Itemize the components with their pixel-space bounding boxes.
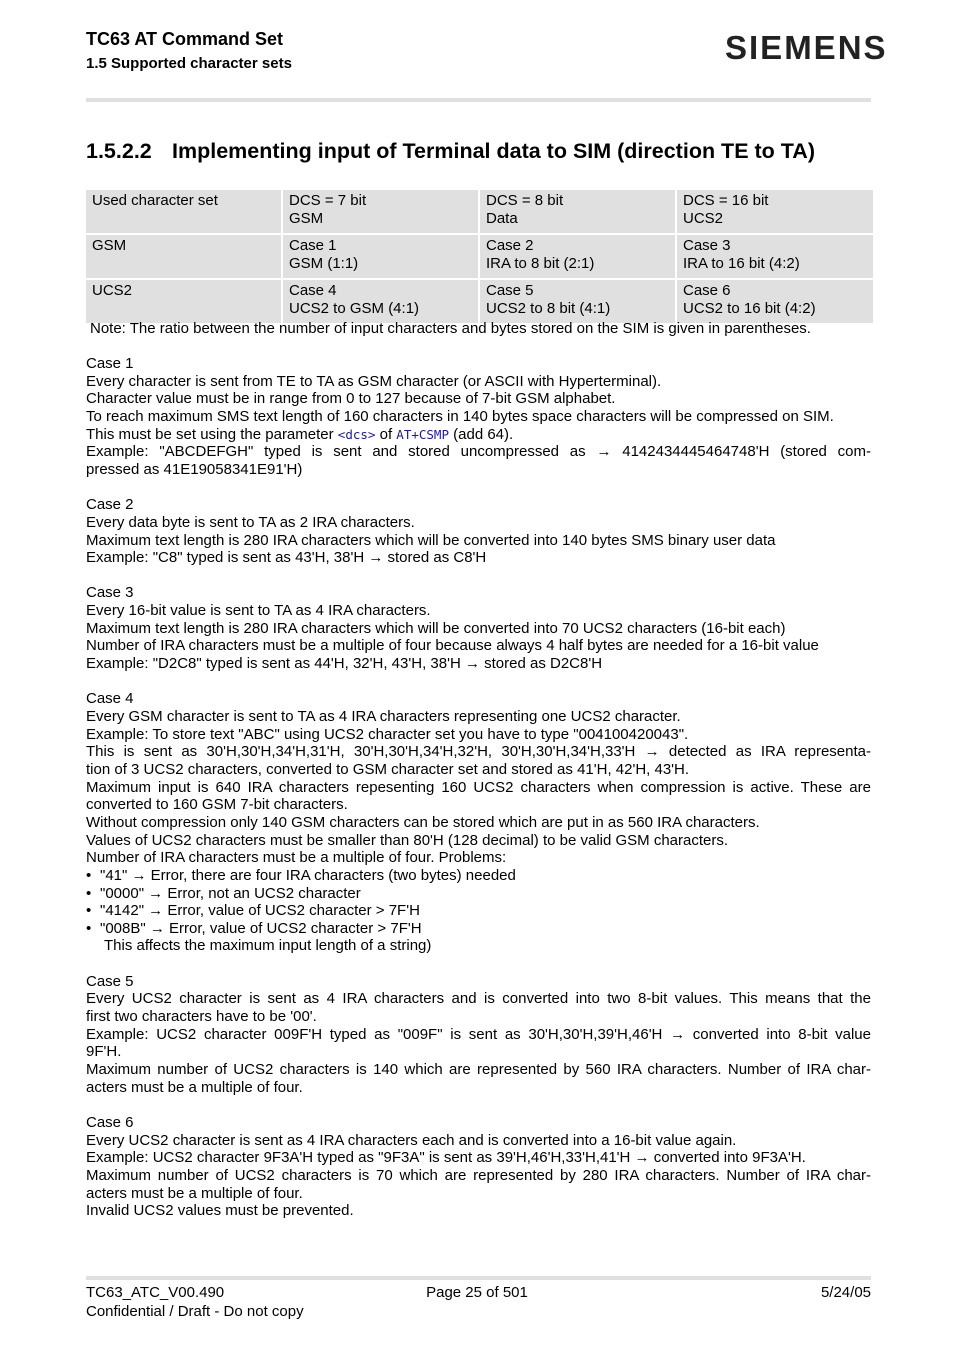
case-2-section <box>86 496 871 567</box>
footer-date: 5/24/05 <box>820 1284 871 1301</box>
cell-text-line: UCS2 to 8 bit (4:1) <box>486 299 611 317</box>
paragraph-line: Every UCS2 character is sent as 4 IRA characters and is converted into two 8-bit values. This means that the <box>86 990 871 1008</box>
table-note: Note: The ratio between the number of input characters and bytes stored on the SIM is given in parentheses. <box>90 320 811 337</box>
paragraph-line: Example: "D2C8" typed is sent as 44'H, 32'H, 43'H, 38'H → stored as D2C8'H <box>86 655 603 673</box>
paragraph-gap <box>86 479 871 497</box>
cell-text-line: GSM (1:1) <box>289 254 359 272</box>
paragraph-line: pressed as 41E19058341E91'H) <box>86 460 303 478</box>
cell-text-line: IRA to 16 bit (4:2) <box>683 254 800 272</box>
case-2-heading: Case 2 <box>86 496 134 514</box>
table-cell <box>677 280 873 325</box>
case-4-heading: Case 4 <box>86 690 134 708</box>
table-cell <box>86 235 283 280</box>
cell-text-line: UCS2 <box>683 209 724 227</box>
table-cell <box>283 280 480 325</box>
siemens-logo: SIEMENS <box>725 29 888 66</box>
section-heading <box>86 139 815 164</box>
text-fragment: of <box>375 425 397 443</box>
paragraph-line: acters must be a multiple of four. <box>86 1078 303 1096</box>
table-row <box>86 190 873 235</box>
case-6-section <box>86 1114 871 1220</box>
paragraph-line: Maximum input is 640 IRA characters repesenting 160 UCS2 characters when compression is active. These are <box>86 778 871 796</box>
case-3-heading: Case 3 <box>86 584 134 602</box>
cell-text-line: IRA to 8 bit (2:1) <box>486 254 595 272</box>
paragraph-line: tion of 3 UCS2 characters, converted to GSM character set and stored as 41'H, 42'H, 43'H. <box>86 760 690 778</box>
document-subtitle: 1.5 Supported character sets <box>86 55 292 72</box>
cell-text-line: UCS2 <box>92 282 133 299</box>
header-divider <box>86 98 871 102</box>
paragraph-line: Every character is sent from TE to TA as GSM character (or ASCII with Hyperterminal). <box>86 372 662 390</box>
case-6-heading: Case 6 <box>86 1113 134 1131</box>
paragraph-line: Every UCS2 character is sent as 4 IRA characters each and is converted into a 16-bit value again. <box>86 1131 737 1149</box>
case-1-section <box>86 355 871 479</box>
paragraph-line: Example: UCS2 character 009F'H typed as "009F" is sent as 30'H,30'H,39'H,46'H → converted into 8-bit value <box>86 1025 871 1043</box>
bullet-continuation: This affects the maximum input length of a string) <box>104 937 432 955</box>
cell-text-line: Case 3 <box>683 237 731 254</box>
paragraph-line: Every data byte is sent to TA as 2 IRA characters. <box>86 513 415 531</box>
paragraph-line: Values of UCS2 characters must be smaller than 80'H (128 decimal) to be valid GSM characters. <box>86 831 729 849</box>
cell-text-line: GSM <box>289 209 324 227</box>
table-cell <box>86 280 283 325</box>
cell-text-line: Used character set <box>92 192 218 209</box>
cell-text-line: DCS = 16 bit <box>683 192 769 209</box>
paragraph-line: Every GSM character is sent to TA as 4 IRA characters representing one UCS2 character. <box>86 707 681 725</box>
table-cell <box>283 235 480 280</box>
cell-text-line: Case 5 <box>486 282 534 299</box>
cell-text-line: Case 2 <box>486 237 534 254</box>
table-row <box>86 280 873 325</box>
text-fragment: This must be set using the parameter <box>86 425 338 443</box>
paragraph-line: To reach maximum SMS text length of 160 characters in 140 bytes space characters will be compressed on SIM. <box>86 407 834 425</box>
case-5-section <box>86 973 871 1097</box>
bullet-item: • "0000" → Error, not an UCS2 character <box>86 885 871 903</box>
paragraph-gap <box>86 673 871 691</box>
section-number: 1.5.2.2 <box>86 139 152 163</box>
paragraph-line: first two characters have to be '00'. <box>86 1008 317 1026</box>
cell-text-line: GSM <box>92 237 127 254</box>
paragraph-line: Every 16-bit value is sent to TA as 4 IRA characters. <box>86 602 431 620</box>
dcs-parameter-link[interactable]: <dcs> <box>337 426 376 442</box>
footer-document-id: TC63_ATC_V00.490 <box>86 1284 225 1301</box>
paragraph-line: This is sent as 30'H,30'H,34'H,31'H, 30'H,30'H,34'H,32'H, 30'H,30'H,34'H,33'H → detected as IRA representa- <box>86 743 871 761</box>
bullet-item: • "41" → Error, there are four IRA characters (two bytes) needed <box>86 867 871 885</box>
at-csmp-command-link[interactable]: AT+CSMP <box>396 426 449 442</box>
table-cell <box>480 280 677 325</box>
case-3-section <box>86 584 871 672</box>
footer-page-number: Page 25 of 501 <box>426 1284 528 1301</box>
table-cell <box>480 235 677 280</box>
paragraph-line: converted to 160 GSM 7-bit characters. <box>86 796 348 814</box>
paragraph-line: Example: To store text "ABC" using UCS2 character set you have to type "004100420043". <box>86 725 689 743</box>
cell-text-line: Case 6 <box>683 282 731 299</box>
document-body <box>86 355 871 1220</box>
cell-text-line: Case 4 <box>289 282 337 299</box>
paragraph-line: Invalid UCS2 values must be prevented. <box>86 1202 354 1220</box>
paragraph-line <box>86 426 871 444</box>
paragraph-line: 9F'H. <box>86 1043 122 1061</box>
bullet-item: • "4142" → Error, value of UCS2 character > 7F'H <box>86 902 871 920</box>
cell-text-line: Data <box>486 209 518 227</box>
footer-confidential-notice: Confidential / Draft - Do not copy <box>86 1303 304 1320</box>
charset-table <box>86 190 873 325</box>
paragraph-line: Character value must be in range from 0 to 127 because of 7-bit GSM alphabet. <box>86 390 616 408</box>
paragraph-line: Maximum text length is 280 IRA characters which will be converted into 70 UCS2 characters (16-bit each) <box>86 619 786 637</box>
case-5-heading: Case 5 <box>86 972 134 990</box>
text-fragment: (add 64). <box>448 425 514 443</box>
table-cell <box>677 190 873 235</box>
paragraph-line: Without compression only 140 GSM characters can be stored which are put in as 560 IRA characters. <box>86 813 760 831</box>
case-1-heading: Case 1 <box>86 355 134 372</box>
case-4-section <box>86 690 871 955</box>
table-cell <box>86 190 283 235</box>
paragraph-line: Maximum text length is 280 IRA characters which will be converted into 140 bytes SMS binary user data <box>86 531 776 549</box>
footer-divider <box>86 1276 871 1280</box>
paragraph-gap <box>86 1096 871 1114</box>
cell-text-line: UCS2 to GSM (4:1) <box>289 299 420 317</box>
table-cell <box>480 190 677 235</box>
paragraph-line: Number of IRA characters must be a multiple of four because always 4 half bytes are needed for a 16-bit value <box>86 637 819 655</box>
paragraph-line: Maximum number of UCS2 characters is 140 which are represented by 560 IRA characters. Number of IRA char- <box>86 1061 871 1078</box>
charset-table-body <box>86 190 873 325</box>
cell-text-line: DCS = 8 bit <box>486 192 564 209</box>
paragraph-gap <box>86 955 871 973</box>
paragraph-gap <box>86 567 871 585</box>
paragraph-line: Example: "C8" typed is sent as 43'H, 38'H → stored as C8'H <box>86 549 487 567</box>
cell-text-line: DCS = 7 bit <box>289 192 367 209</box>
bullet-item: • "008B" → Error, value of UCS2 character > 7F'H <box>86 920 871 938</box>
paragraph-line: acters must be a multiple of four. <box>86 1184 303 1202</box>
table-cell <box>677 235 873 280</box>
table-row <box>86 235 873 280</box>
document-title: TC63 AT Command Set <box>86 29 284 49</box>
paragraph-line: Example: "ABCDEFGH" typed is sent and stored uncompressed as → 4142434445464748'H (stored com- <box>86 443 871 461</box>
section-title: Implementing input of Terminal data to SIM (direction TE to TA) <box>172 139 815 163</box>
paragraph-line: Maximum number of UCS2 characters is 70 which are represented by 280 IRA characters. Number of IRA char- <box>86 1166 871 1184</box>
cell-text-line: UCS2 to 16 bit (4:2) <box>683 299 816 317</box>
paragraph-line: Number of IRA characters must be a multiple of four. Problems: <box>86 849 507 867</box>
cell-text-line: Case 1 <box>289 237 337 254</box>
paragraph-line: Example: UCS2 character 9F3A'H typed as "9F3A" is sent as 39'H,46'H,33'H,41'H → converted into 9F3A'H. <box>86 1149 806 1167</box>
table-cell <box>283 190 480 235</box>
